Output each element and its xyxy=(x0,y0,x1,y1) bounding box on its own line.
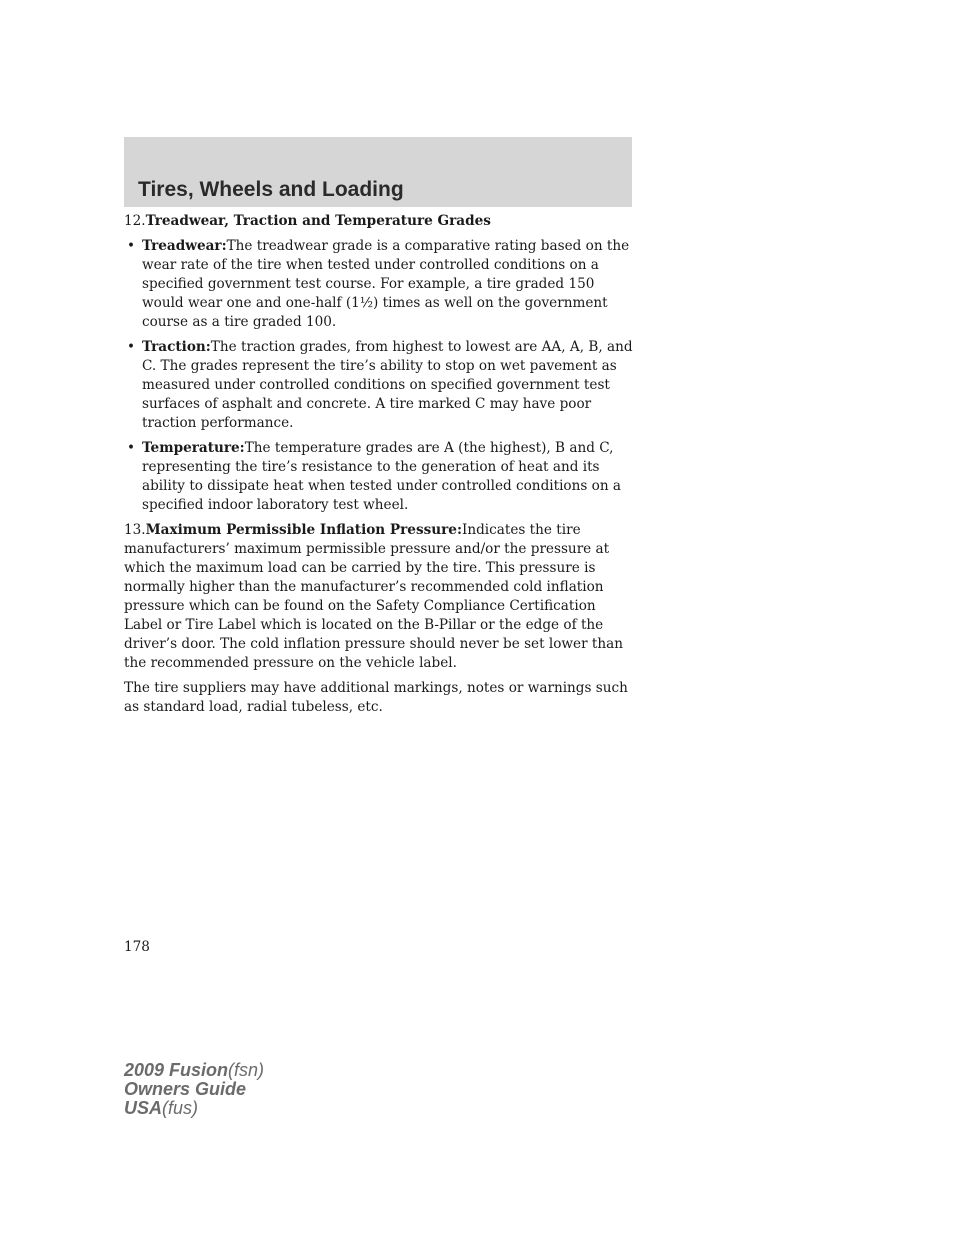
temperature-bullet xyxy=(124,439,636,515)
item-13-number: 13. xyxy=(124,522,146,538)
closing-paragraph: The tire suppliers may have additional markings, notes or warnings such as standard load, radial tubeless, etc. xyxy=(124,680,628,715)
bullet-dot: • xyxy=(127,238,136,254)
temperature-text: The temperature grades are A (the highest), B and C, representing the tire’s resistance to the generation of heat and its ability to dissipate heat when tested under controlled conditions on a specified indoor laboratory test wheel. xyxy=(142,440,622,513)
footer-model: 2009 Fusion xyxy=(124,1060,229,1080)
footer-line-guide xyxy=(124,1080,264,1099)
document-footer xyxy=(124,1061,264,1118)
footer-line-model xyxy=(124,1061,264,1080)
temperature-term: Temperature: xyxy=(142,440,245,456)
footer-market-code: (fus) xyxy=(162,1098,199,1118)
bullet-dot: • xyxy=(127,440,136,456)
item-12-heading xyxy=(124,212,636,231)
treadwear-term: Treadwear: xyxy=(142,238,227,254)
footer-market: USA xyxy=(124,1098,163,1118)
item-12-title: Treadwear, Traction and Temperature Grades xyxy=(145,213,491,229)
item-13-paragraph xyxy=(124,521,636,673)
item-13-text: Indicates the tire manufacturers’ maximum permissible pressure and/or the pressure at which the maximum load can be carried by the tire. This pressure is normally higher than the manufacturer’s recommended cold inflation pressure which can be found on the Safety Compliance Certification Label or Tire Label which is located on the B-Pillar or the edge of the driver’s door. The cold inflation pressure should never be set lower than the recommended pressure on the vehicle label. xyxy=(124,522,623,671)
section-header-title: Tires, Wheels and Loading xyxy=(138,178,404,201)
page-number: 178 xyxy=(124,939,150,955)
treadwear-bullet xyxy=(124,237,636,332)
traction-text: The traction grades, from highest to lowest are AA, A, B, and C. The grades represent the tire’s ability to stop on wet pavement as measured under controlled conditions on specified government test surfaces of asphalt and concrete. A tire marked C may have poor traction performance. xyxy=(142,339,633,431)
footer-line-market xyxy=(124,1099,264,1118)
bullet-dot: • xyxy=(127,339,136,355)
footer-guide: Owners Guide xyxy=(124,1079,247,1099)
treadwear-text: The treadwear grade is a comparative rating based on the wear rate of the tire when tested under controlled conditions on a specified government test course. For example, a tire graded 150 would wear one and one-half (1½) times as well on the government course as a tire graded 100. xyxy=(142,238,630,330)
traction-bullet xyxy=(124,338,636,433)
footer-model-code: (fsn) xyxy=(228,1060,265,1080)
item-12-number: 12. xyxy=(124,213,146,229)
section-header-band xyxy=(124,137,632,207)
item-13-term: Maximum Permissible Inflation Pressure: xyxy=(145,522,462,538)
traction-term: Traction: xyxy=(142,339,211,355)
page-content xyxy=(124,212,636,723)
